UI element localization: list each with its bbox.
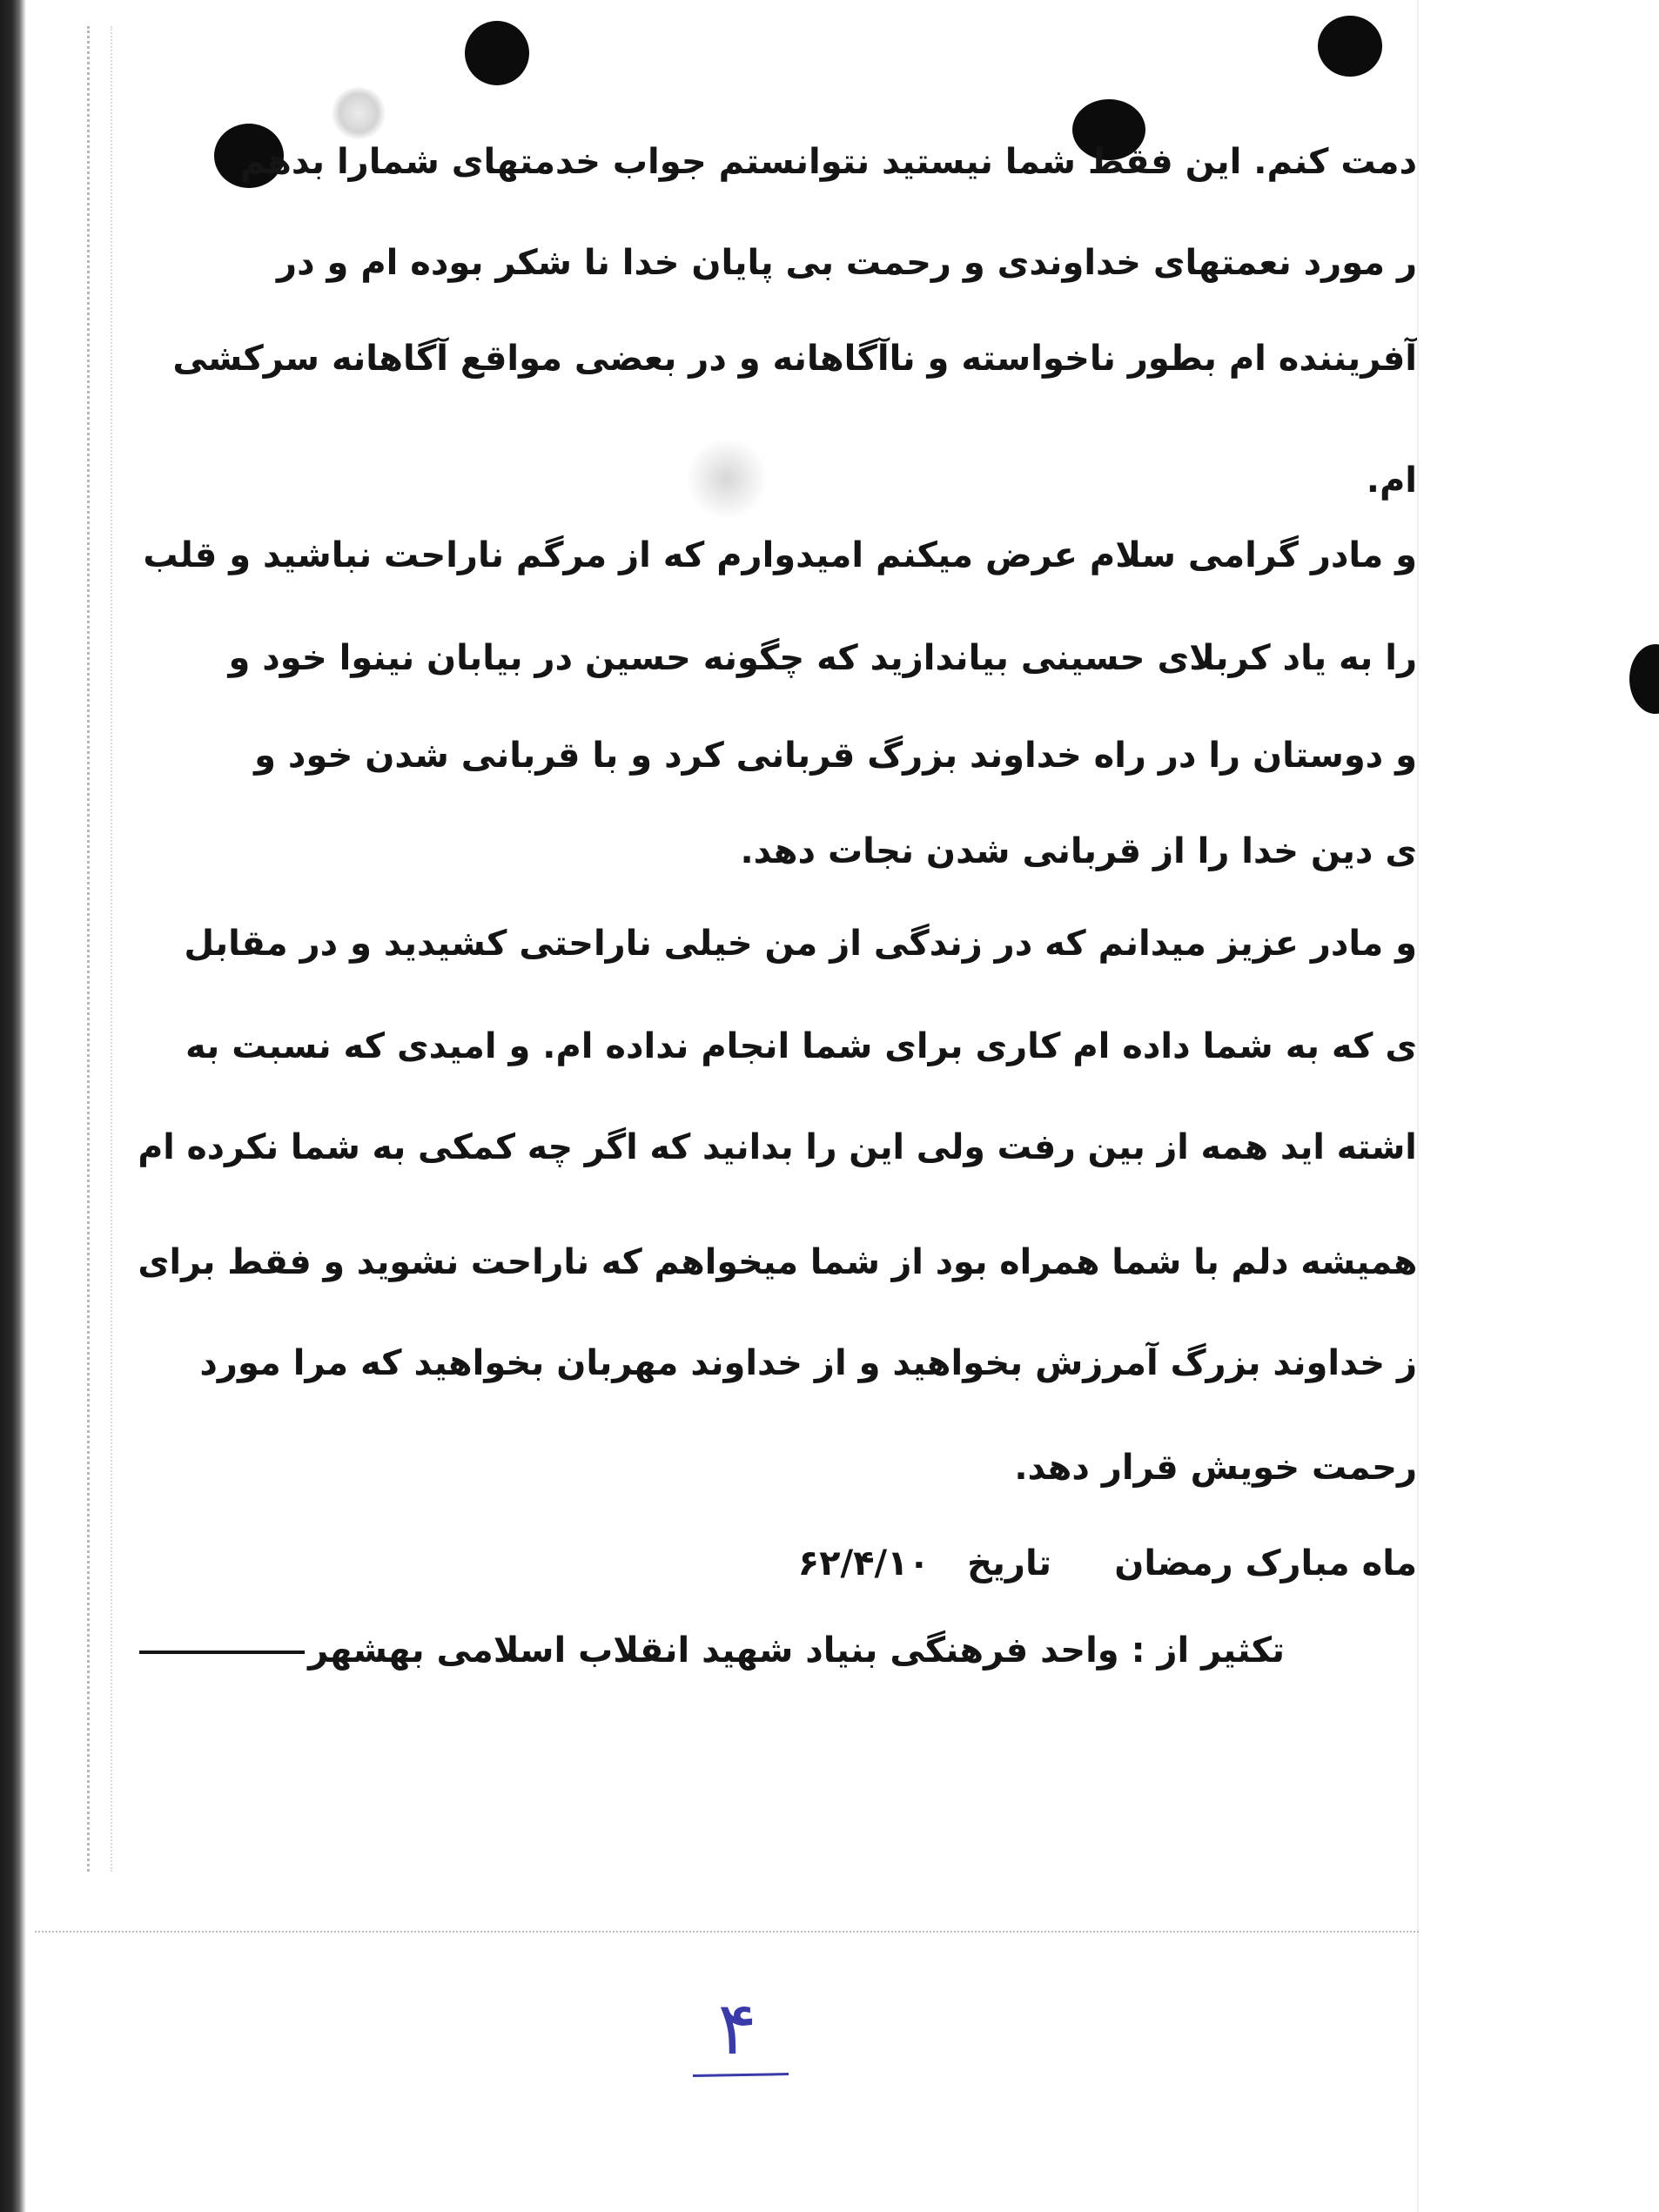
scan-binding-marks <box>87 26 112 1872</box>
page-number-underline <box>693 2073 789 2077</box>
letter-line: ر مورد نعمتهای خداوندی و رحمت بی پایان خدا نا شکر بوده ام و در <box>277 243 1417 283</box>
letter-line: و مادر عزیز میدانم که در زندگی از من خیلی ناراحتی کشیدید و در مقابل <box>184 924 1417 964</box>
letter-line: رحمت خویش قرار دهد. <box>1014 1448 1417 1488</box>
letter-line: ی که به شما داده ام کاری برای شما انجام نداده ام. و امیدی که نسبت به <box>185 1026 1417 1066</box>
scan-bottom-rule <box>35 1931 1419 1934</box>
scan-smudge <box>331 87 386 139</box>
punch-hole <box>1318 16 1382 77</box>
letter-line: همیشه دلم با شما همراه بود از شما میخواهم که ناراحت نشوید و فقط برای <box>137 1242 1417 1282</box>
letter-line: ی دین خدا را از قربانی شدن نجات دهد. <box>740 831 1417 871</box>
letter-body <box>131 139 1417 1924</box>
month-text: ماه مبارک رمضان <box>1114 1543 1417 1583</box>
letter-line: و دوستان را در راه خداوند بزرگ قربانی کرد و با قربانی شدن خود و <box>254 736 1417 776</box>
letter-line: آفریننده ام بطور ناخواسته و ناآگاهانه و در بعضی مواقع آگاهانه سرکشی <box>172 339 1417 379</box>
date-value: ۶۲/۴/۱۰ <box>797 1543 930 1583</box>
punch-hole <box>1629 644 1659 714</box>
scan-left-edge <box>0 0 26 2212</box>
letter-line: ز خداوند بزرگ آمرزش بخواهید و از خداوند مهربان بخواهید که مرا مورد <box>199 1343 1417 1383</box>
letter-line: اشته اید همه از بین رفت ولی این را بدانید که اگر چه کمکی به شما نکرده ام <box>138 1127 1417 1167</box>
handwritten-page-number: ۴ <box>717 1986 757 2071</box>
letter-line: دمت کنم. این فقط شما نیستید نتوانستم جواب خدمتهای شمارا بدهم <box>239 142 1417 182</box>
punch-hole <box>465 21 529 85</box>
footer-credit <box>139 1628 1285 1673</box>
footer-credit-text: تکثیر از : واحد فرهنگی بنیاد شهید انقلاب اسلامی بهشهر <box>308 1630 1285 1671</box>
letter-line: و مادر گرامی سلام عرض میکنم امیدوارم که از مرگم ناراحت نباشید و قلب <box>143 535 1417 575</box>
scan-fold-line <box>1417 0 1419 2212</box>
letter-line: ام. <box>1366 461 1417 501</box>
footer-tail-stroke <box>139 1651 305 1654</box>
letter-line: را به یاد کربلای حسینی بیاندازید که چگونه حسین در بیابان نینوا خود و <box>228 638 1417 678</box>
date-label: تاریخ <box>967 1543 1051 1583</box>
